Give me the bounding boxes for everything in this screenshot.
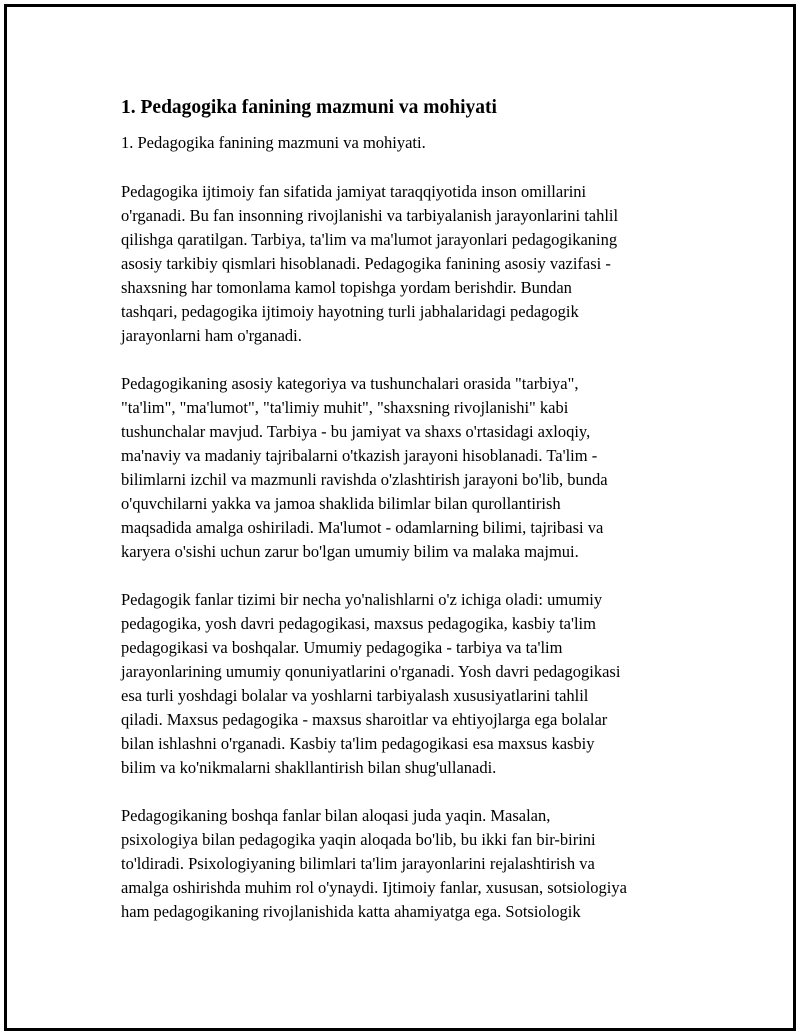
document-subtitle: 1. Pedagogika fanining mazmuni va mohiyati. (121, 133, 426, 152)
document-title: 1. Pedagogika fanining mazmuni va mohiyati (121, 97, 497, 118)
text-line: karyera o'sishi uchun zarur bo'lgan umumiy bilim va malaka majmui. (121, 542, 579, 561)
text-line: bilim va ko'nikmalarni shakllantirish bilan shug'ullanadi. (121, 758, 497, 777)
paragraph-list (121, 180, 701, 924)
text-line: tushunchalar mavjud. Tarbiya - bu jamiyat va shaxs o'rtasidagi axloqiy, (121, 422, 591, 441)
text-line: qilishga qaratilgan. Tarbiya, ta'lim va ma'lumot jarayonlari pedagogikaning (121, 230, 618, 249)
text-line: jarayonlarining umumiy qonuniyatlarini o'rganadi. Yosh davri pedagogikasi (121, 662, 621, 681)
text-line: to'ldiradi. Psixologiyaning bilimlari ta'lim jarayonlarini rejalashtirish va (121, 854, 595, 873)
text-line: shaxsning har tomonlama kamol topishga yordam berishdir. Bundan (121, 278, 572, 297)
text-line: jarayonlarni ham o'rganadi. (121, 326, 302, 345)
text-line: bilimlarni izchil va mazmunli ravishda o'zlashtirish jarayoni bo'lib, bunda (121, 470, 608, 489)
paragraph (121, 180, 701, 348)
text-line: qiladi. Maxsus pedagogika - maxsus sharoitlar va ehtiyojlarga ega bolalar (121, 710, 608, 729)
text-line: tashqari, pedagogika ijtimoiy hayotning turli jabhalaridagi pedagogik (121, 302, 579, 321)
text-line: bilan ishlashni o'rganadi. Kasbiy ta'lim pedagogikasi esa maxsus kasbiy (121, 734, 595, 753)
text-line: pedagogikasi va boshqalar. Umumiy pedagogika - tarbiya va ta'lim (121, 638, 563, 657)
text-line: Pedagogika ijtimoiy fan sifatida jamiyat taraqqiyotida inson omillarini (121, 182, 587, 201)
text-line: pedagogika, yosh davri pedagogikasi, maxsus pedagogika, kasbiy ta'lim (121, 614, 596, 633)
text-line: ma'naviy va madaniy tajribalarni o'tkazish jarayoni hisoblanadi. Ta'lim - (121, 446, 598, 465)
text-line: Pedagogik fanlar tizimi bir necha yo'nalishlarni o'z ichiga oladi: umumiy (121, 590, 603, 609)
document-body (121, 95, 701, 948)
text-line: Pedagogikaning asosiy kategoriya va tushunchalari orasida "tarbiya", (121, 374, 579, 393)
text-line: "ta'lim", "ma'lumot", "ta'limiy muhit", "shaxsning rivojlanishi" kabi (121, 398, 569, 417)
text-line: o'rganadi. Bu fan insonning rivojlanishi va tarbiyalanish jarayonlarini tahlil (121, 206, 619, 225)
paragraph (121, 372, 701, 564)
text-line: amalga oshirishda muhim rol o'ynaydi. Ijtimoiy fanlar, xususan, sotsiologiya (121, 878, 627, 897)
text-line: psixologiya bilan pedagogika yaqin aloqada bo'lib, bu ikki fan bir-birini (121, 830, 596, 849)
page-frame (4, 4, 796, 1031)
paragraph (121, 804, 701, 924)
text-line: esa turli yoshdagi bolalar va yoshlarni tarbiyalash xususiyatlarini tahlil (121, 686, 589, 705)
text-line: o'quvchilarni yakka va jamoa shaklida bilimlar bilan qurollantirish (121, 494, 561, 513)
text-line: asosiy tarkibiy qismlari hisoblanadi. Pedagogika fanining asosiy vazifasi - (121, 254, 611, 273)
text-line: maqsadida amalga oshiriladi. Ma'lumot - odamlarning bilimi, tajribasi va (121, 518, 604, 537)
text-line: ham pedagogikaning rivojlanishida katta ahamiyatga ega. Sotsiologik (121, 902, 581, 921)
paragraph (121, 588, 701, 780)
text-line: Pedagogikaning boshqa fanlar bilan aloqasi juda yaqin. Masalan, (121, 806, 551, 825)
